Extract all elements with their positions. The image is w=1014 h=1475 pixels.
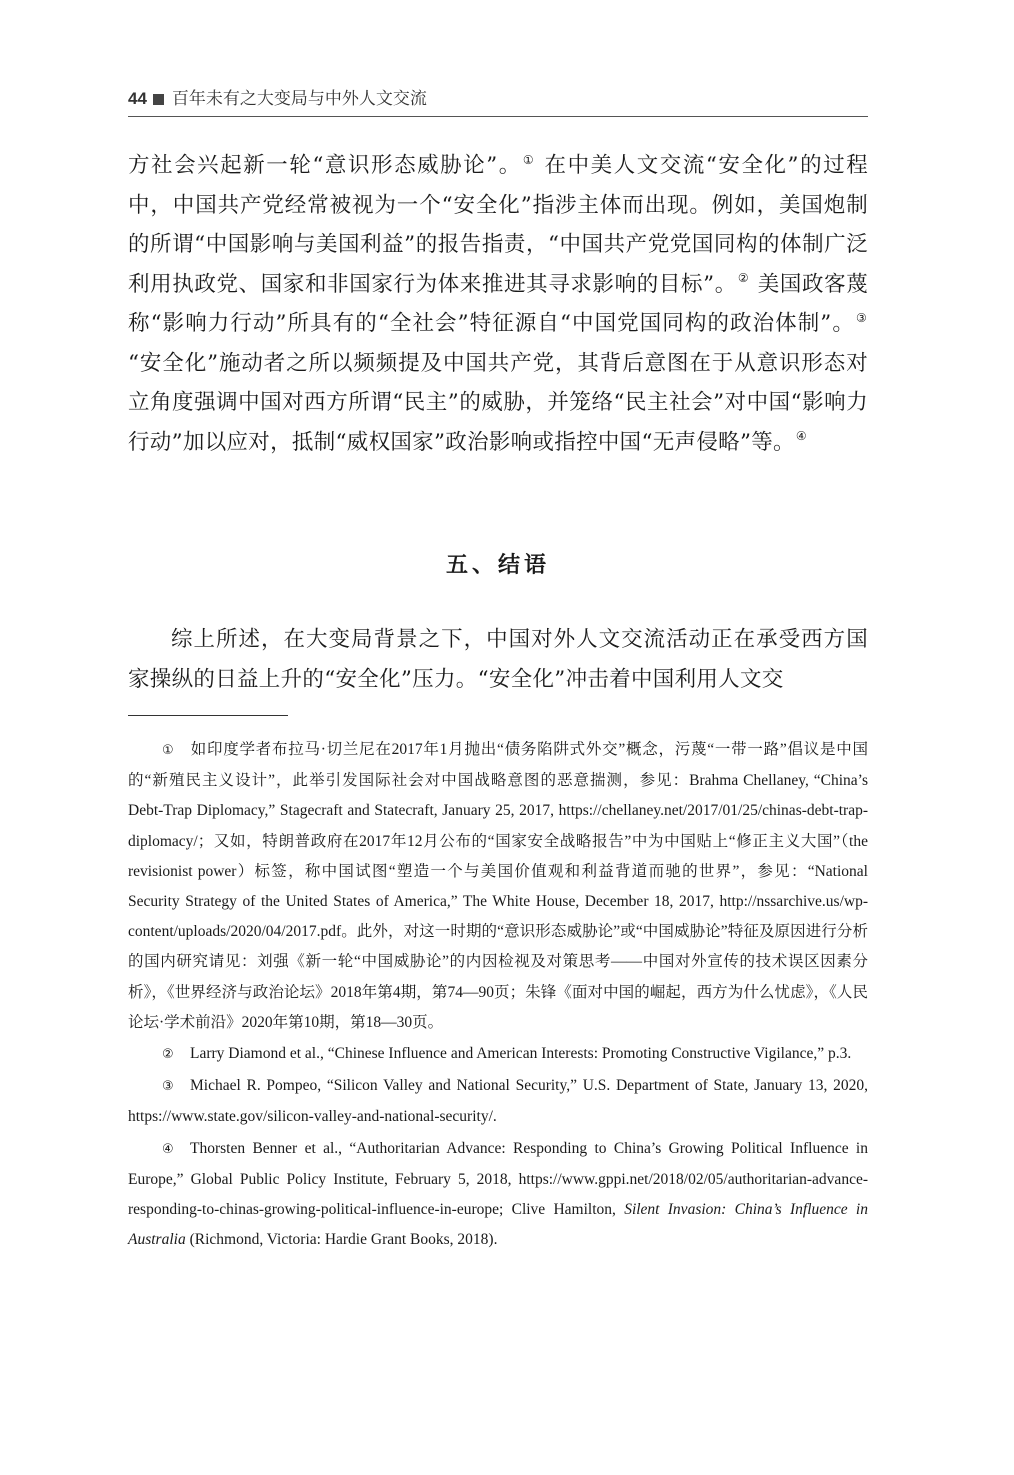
footnote-ref-1[interactable]: ①	[522, 152, 536, 167]
footnote-text: 如印度学者布拉马·切兰尼在2017年1月抛出“债务陷阱式外交”概念，污蔑“一带一路”倡议是中国的“新殖民主义设计”，此举引发国际社会对中国战略意图的恶意揣测，参见：Brahma Chellaney, “China’s Debt-Trap Diplomacy,” Stagecraft and Statecraft, January 25, 2017, https://chellaney.net/2017/01/25/chinas-debt-trap-diplomacy/；又如，特朗普政府在2017年12月公布的“国家安全战略报告”中为中国贴上“修正主义大国”（the revisionist power）标签，称中国试图“塑造一个与美国价值观和利益背道而驰的世界”，参见：“National Security Strategy of the United States of America,” The White House, December 18, 2017, http://nssarchive.us/wp-content/uploads/2020/04/2017.pdf。此外，对这一时期的“意识形态威胁论”或“中国威胁论”特征及原因进行分析的国内研究请见：刘强《新一轮“中国威胁论”的内因检视及对策思考——中国对外宣传的技术误区因素分析》，《世界经济与政治论坛》2018年第4期，第74—90页；朱锋《面对中国的崛起，西方为什么忧虑》，《人民论坛·学术前沿》2020年第10期，第18—30页。	[128, 741, 868, 1031]
footnotes	[128, 735, 868, 1256]
page-number: 44	[128, 89, 147, 108]
footnote-ref-2[interactable]: ②	[737, 271, 750, 286]
running-header	[128, 87, 868, 117]
section-heading: 五、结语	[445, 553, 550, 578]
footnote-mark: ②	[162, 1047, 174, 1063]
body-paragraph-1	[128, 146, 868, 462]
footnote-ref-4[interactable]: ④	[795, 429, 807, 444]
footnote-1	[128, 735, 868, 1038]
body-text-segment: “安全化”施动者之所以频频提及中国共产党，其背后意图在于从意识形态对立角度强调中国对西方所谓“民主”的威胁，并笼络“民主社会”对中国“影响力行动”加以应对，抵制“威权国家”政治影响或指控中国“无声侵略”等。	[128, 350, 868, 455]
footnote-mark: ③	[162, 1079, 174, 1095]
footnote-2	[128, 1039, 868, 1070]
footnote-3	[128, 1071, 868, 1132]
footnote-text: (Richmond, Victoria: Hardie Grant Books, 2018).	[185, 1231, 498, 1249]
book-title: 百年未有之大变局与中外人文交流	[171, 89, 427, 108]
header-rule	[128, 116, 868, 117]
footnote-mark: ④	[162, 1141, 174, 1157]
footnote-rule	[128, 715, 288, 716]
footnote-mark: ①	[162, 743, 174, 758]
footnote-text: Michael R. Pompeo, “Silicon Valley and National Security,” U.S. Department of State, January 13, 2020, https://www.state.gov/silicon-valley-and-national-security/.	[128, 1077, 868, 1126]
footnote-text: Thorsten Benner et al., “Authoritarian Advance: Responding to China’s Growing Political Influence in Europe,” Global Public Policy Institute, February 5, 2018, https://www.gppi.net/2018/02/05/authoritarian-advance-responding-to-chinas-growing-political-influence-in-europe; Clive Hamilton,	[128, 1139, 868, 1219]
book-title-italic: Silent Invasion: China’s Influence in Australia	[128, 1201, 868, 1249]
body-text-segment: 在中美人文交流“安全化”的过程中，中国共产党经常被视为一个“安全化”指涉主体而出现。例如，美国炮制的所谓“中国影响与美国利益”的报告指责，“中国共产党党国同构的体制广泛利用执政党、国家和非国家行为体来推进其寻求影响的目标”。	[128, 153, 868, 297]
conclusion-text: 综上所述，在大变局背景之下，中国对外人文交流活动正在承受西方国家操纵的日益上升的“安全化”压力。“安全化”冲击着中国利用人文交	[128, 627, 868, 692]
body-text-segment: 美国政客蔑称“影响力行动”所具有的“全社会”特征源自“中国党国同构的政治体制”。	[128, 271, 869, 336]
footnote-ref-3[interactable]: ③	[855, 310, 867, 325]
body-text-segment: 方社会兴起新一轮“意识形态威胁论”。	[128, 153, 522, 178]
body-paragraph-2	[128, 620, 868, 699]
square-bullet-icon	[153, 94, 164, 105]
footnote-4	[128, 1134, 868, 1256]
footnote-text: Larry Diamond et al., “Chinese Influence and American Interests: Promoting Constructive Vigilance,” p.3.	[190, 1045, 852, 1063]
